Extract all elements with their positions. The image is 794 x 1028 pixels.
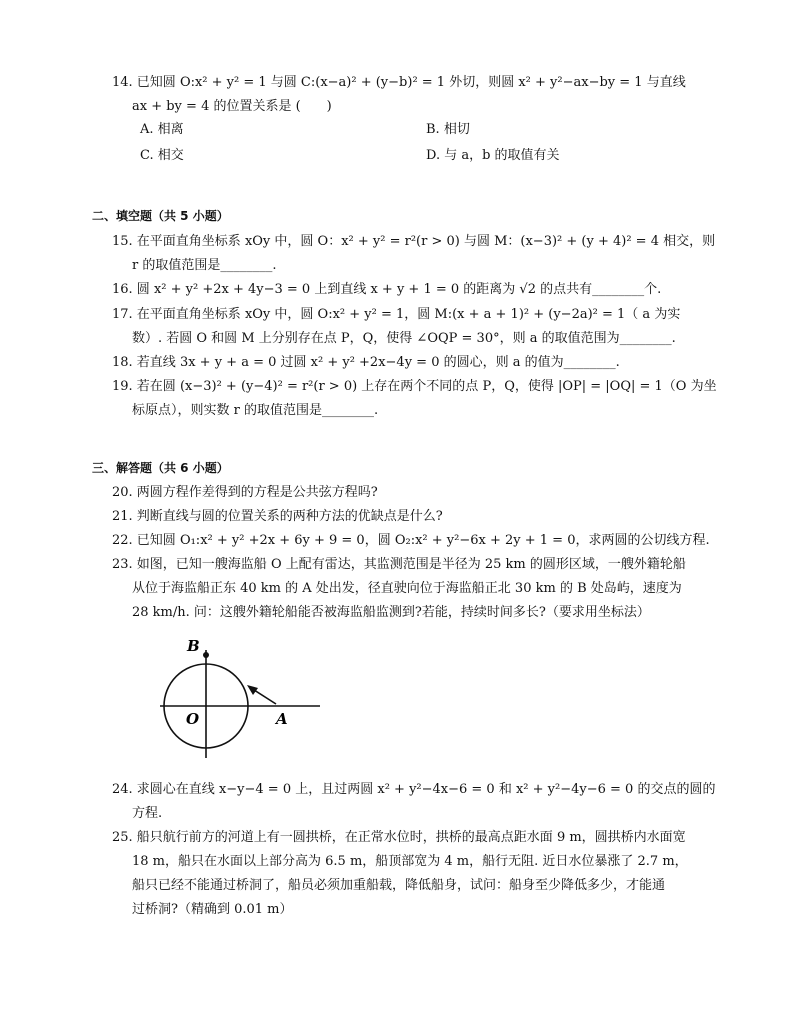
q14-option-d: D. 与 a，b 的取值有关 (426, 148, 560, 163)
section-fill-in-title: 二、填空题（共 5 小题） (92, 209, 229, 223)
q25-line3: 船只已经不能通过桥洞了，船员必须加重船载，降低船身，试问：船身至少降低多少，才能通 (132, 878, 666, 893)
q25-line1: 25. 船只航行前方的河道上有一圆拱桥，在正常水位时，拱桥的最高点距水面 9 m，圆拱桥内水面宽 (112, 830, 686, 845)
q24-line2: 方程. (132, 806, 163, 821)
q14-option-a: A. 相离 (140, 122, 184, 137)
q14-line1: 14. 已知圆 O:x² + y² = 1 与圆 C:(x−a)² + (y−b)² = 1 外切，则圆 x² + y²−ax−by = 1 与直线 (112, 75, 686, 90)
q14-option-b: B. 相切 (426, 122, 470, 137)
label-b: B (187, 637, 200, 655)
label-o: O (186, 710, 200, 728)
q19-line1: 19. 若在圆 (x−3)² + (y−4)² = r²(r > 0) 上存在两个不同的点 P，Q，使得 |OP| = |OQ| = 1（O 为坐 (112, 379, 717, 394)
q20-line1: 20. 两圆方程作差得到的方程是公共弦方程吗? (112, 485, 378, 500)
q18-line1: 18. 若直线 3x + y + a = 0 过圆 x² + y² +2x−4y = 0 的圆心，则 a 的值为________. (112, 355, 620, 370)
q25-line4: 过桥洞?（精确到 0.01 m） (132, 902, 293, 917)
label-a: A (276, 710, 288, 728)
q23-line1: 23. 如图，已知一艘海监船 O 上配有雷达，其监测范围是半径为 25 km 的圆形区域，一艘外籍轮船 (112, 557, 686, 572)
q15-line2: r 的取值范围是________. (132, 258, 277, 273)
q16-line1: 16. 圆 x² + y² +2x + 4y−3 = 0 上到直线 x + y + 1 = 0 的距离为 √2 的点共有________个. (112, 282, 662, 297)
q19-line2: 标原点），则实数 r 的取值范围是________. (132, 403, 379, 418)
q14-option-c: C. 相交 (140, 148, 184, 163)
point-b-marker (203, 652, 209, 658)
q17-line1: 17. 在平面直角坐标系 xOy 中，圆 O:x² + y² = 1，圆 M:(x + a + 1)² + (y−2a)² = 1（ a 为实 (112, 307, 681, 322)
q14-line2: ax + by = 4 的位置关系是 ( ) (132, 99, 332, 114)
q25-line2: 18 m，船只在水面以上部分高为 6.5 m，船顶部宽为 4 m，船行无阻. 近日水位暴涨了 2.7 m， (132, 854, 688, 869)
section-solve-title: 三、解答题（共 6 小题） (92, 461, 229, 475)
q23-line3: 28 km/h. 问：这艘外籍轮船能否被海监船监测到?若能，持续时间多长?（要求用坐标法） (132, 605, 650, 620)
q21-line1: 21. 判断直线与圆的位置关系的两种方法的优缺点是什么? (112, 509, 443, 524)
q15-line1: 15. 在平面直角坐标系 xOy 中，圆 O：x² + y² = r²(r > 0) 与圆 M：(x−3)² + (y + 4)² = 4 相交，则 (112, 234, 716, 249)
q22-line1: 22. 已知圆 O₁:x² + y² +2x + 6y + 9 = 0，圆 O₂:x² + y²−6x + 2y + 1 = 0，求两圆的公切线方程. (112, 533, 710, 548)
q24-line1: 24. 求圆心在直线 x−y−4 = 0 上，且过两圆 x² + y²−4x−6 = 0 和 x² + y²−4y−6 = 0 的交点的圆的 (112, 782, 716, 797)
q23-line2: 从位于海监船正东 40 km 的 A 处出发，径直驶向位于海监船正北 30 km 的 B 处岛屿，速度为 (132, 581, 682, 596)
arrowhead-icon (247, 685, 258, 695)
q23-radar-figure (150, 630, 330, 760)
q17-line2: 数）. 若圆 O 和圆 M 上分别存在点 P，Q，使得 ∠OQP = 30°，则 a 的取值范围为________. (132, 331, 676, 346)
